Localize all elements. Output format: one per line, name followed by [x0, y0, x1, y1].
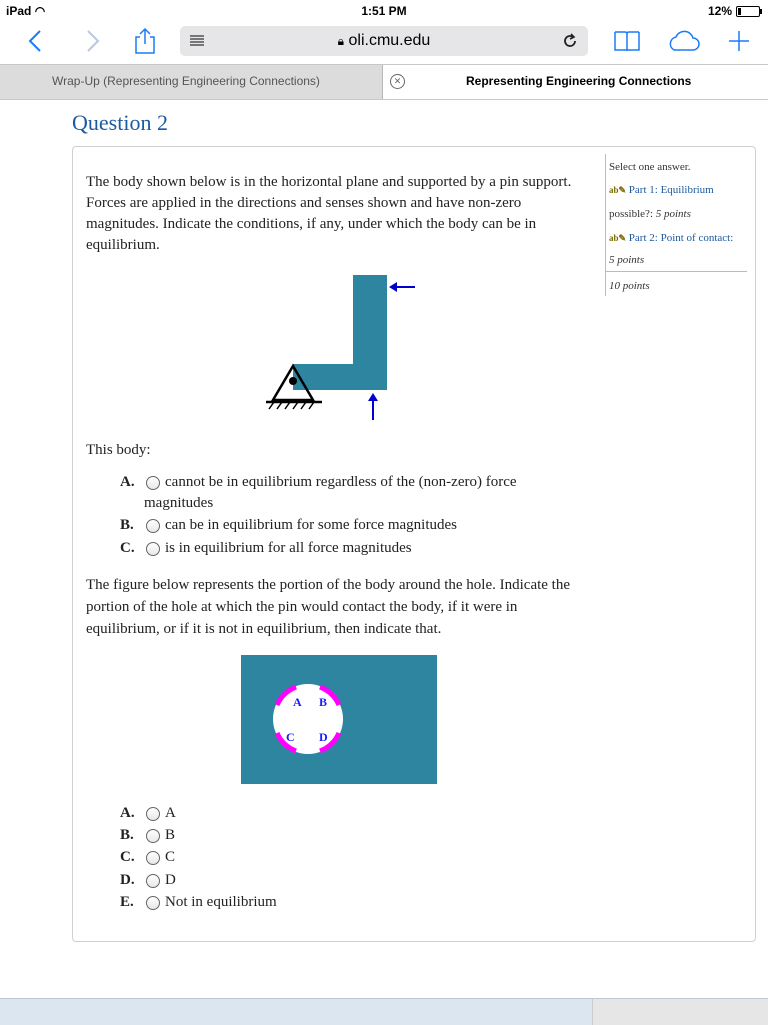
- reload-icon[interactable]: [562, 33, 578, 49]
- back-button[interactable]: [20, 24, 50, 58]
- choice-text: cannot be in equilibrium regardless of the (non-zero) force: [165, 474, 517, 490]
- chevron-right-icon: [86, 29, 100, 53]
- tab-representing-engineering[interactable]: [410, 65, 768, 99]
- choice-letter: E.: [120, 894, 134, 910]
- lock-icon: 🔒︎: [337, 34, 345, 48]
- hole-label-c: C: [286, 730, 295, 744]
- tab-bar: [0, 64, 768, 100]
- choice-letter: B.: [120, 517, 134, 533]
- choice-letter: A.: [120, 805, 135, 821]
- part1-points: 5 points: [655, 208, 691, 220]
- tab-label: Representing Engineering Connections: [466, 74, 692, 88]
- edit-icon: ab✎: [609, 233, 627, 243]
- battery-icon: [736, 6, 760, 17]
- hole-label-a: A: [293, 695, 302, 709]
- choice-text: D: [165, 872, 176, 888]
- choice-text: A: [165, 805, 176, 821]
- force-arrow-up: [368, 393, 378, 420]
- tab-wrap-up[interactable]: [0, 65, 383, 99]
- choice-2e[interactable]: [120, 892, 420, 913]
- bookmarks-button[interactable]: [612, 24, 642, 58]
- radio-button[interactable]: [146, 807, 160, 821]
- edit-icon: ab✎: [609, 185, 627, 195]
- hole-label-d: D: [319, 730, 328, 744]
- choice-text: is in equilibrium for all force magnitudes: [165, 540, 412, 556]
- choice-text: can be in equilibrium for some force magnitudes: [165, 517, 457, 533]
- choice-1a[interactable]: [120, 472, 560, 516]
- url-text: 🔒︎ oli.cmu.edu: [337, 32, 431, 49]
- choice-letter: A.: [120, 474, 135, 490]
- part2-points-text: 5 points: [609, 254, 645, 266]
- tab-label: Wrap-Up (Representing Engineering Connections): [52, 74, 320, 88]
- part1-label[interactable]: Part 1: Equilibrium: [628, 184, 714, 196]
- choice-letter: C.: [120, 540, 135, 556]
- radio-button[interactable]: [146, 542, 160, 556]
- choice-text: B: [165, 827, 176, 843]
- choice-letter: B.: [120, 827, 134, 843]
- question-prompt: The body shown below is in the horizontal plane and supported by a pin support. Forces are applied in the directions and senses shown and have non-zero magnitudes. Indicate the conditions, if any, under which the body can be in equilibrium.: [86, 174, 572, 253]
- part2-points: [609, 254, 644, 266]
- body-figure: [260, 268, 430, 428]
- status-battery: 12%: [708, 4, 760, 18]
- total-points-text: 10 points: [609, 280, 650, 292]
- status-device: iPad ◠: [6, 4, 46, 18]
- icloud-tabs-button[interactable]: [664, 24, 702, 58]
- part1-line2-text: possible?:: [609, 208, 653, 220]
- radio-button[interactable]: [146, 519, 160, 533]
- question-title: Question 2: [72, 110, 168, 135]
- share-button[interactable]: [128, 24, 162, 58]
- radio-button[interactable]: [146, 476, 160, 490]
- question-prompt-2: The figure below represents the portion of the body around the hole. Indicate the portion of the hole at which the pin would contact the body, if it were in equilibrium, or if it is not in equilibrium, then indicate that.: [86, 577, 571, 637]
- submit-area[interactable]: [592, 999, 768, 1025]
- instruction-text: Select one answer.: [609, 161, 691, 173]
- body-label: This body:: [86, 442, 151, 458]
- choice-2b[interactable]: [120, 825, 420, 846]
- status-bar: [0, 0, 768, 22]
- choice-2d[interactable]: [120, 870, 420, 891]
- radio-button[interactable]: [146, 829, 160, 843]
- wifi-icon: ◠: [34, 4, 46, 18]
- plus-icon: [728, 30, 750, 52]
- choice-1c[interactable]: [120, 538, 560, 559]
- choice-text-cont: magnitudes: [144, 495, 214, 511]
- cloud-icon: [666, 30, 700, 52]
- browser-toolbar: [0, 22, 768, 64]
- part1-entry[interactable]: [609, 184, 714, 196]
- radio-button[interactable]: [146, 896, 160, 910]
- choice-2a[interactable]: [120, 803, 420, 824]
- book-icon: [614, 30, 640, 52]
- new-tab-button[interactable]: [724, 24, 754, 58]
- part2-entry[interactable]: [609, 232, 733, 244]
- forward-button[interactable]: [78, 24, 108, 58]
- l-shaped-body: [293, 275, 387, 390]
- share-icon: [133, 27, 157, 55]
- bottom-bar: [0, 998, 768, 1025]
- part1-line2: [609, 208, 691, 220]
- choice-letter: D.: [120, 872, 135, 888]
- hole-figure: [241, 655, 437, 784]
- close-tab-icon[interactable]: ✕: [390, 74, 405, 89]
- part2-label[interactable]: Part 2: Point of contact:: [628, 232, 734, 244]
- choice-1b[interactable]: [120, 515, 560, 536]
- status-time: 1:51 PM: [361, 4, 407, 18]
- hole-label-b: B: [319, 695, 328, 709]
- force-arrow-left: [389, 282, 415, 292]
- radio-button[interactable]: [146, 851, 160, 865]
- choice-letter: C.: [120, 849, 135, 865]
- divider: [606, 271, 747, 272]
- chevron-left-icon: [28, 29, 42, 53]
- points-sidebar: [605, 154, 748, 296]
- total-points: [609, 280, 650, 292]
- choice-text: Not in equilibrium: [165, 894, 277, 910]
- choice-text: C: [165, 849, 176, 865]
- radio-button[interactable]: [146, 874, 160, 888]
- choice-2c[interactable]: [120, 847, 420, 868]
- address-bar[interactable]: [180, 26, 588, 56]
